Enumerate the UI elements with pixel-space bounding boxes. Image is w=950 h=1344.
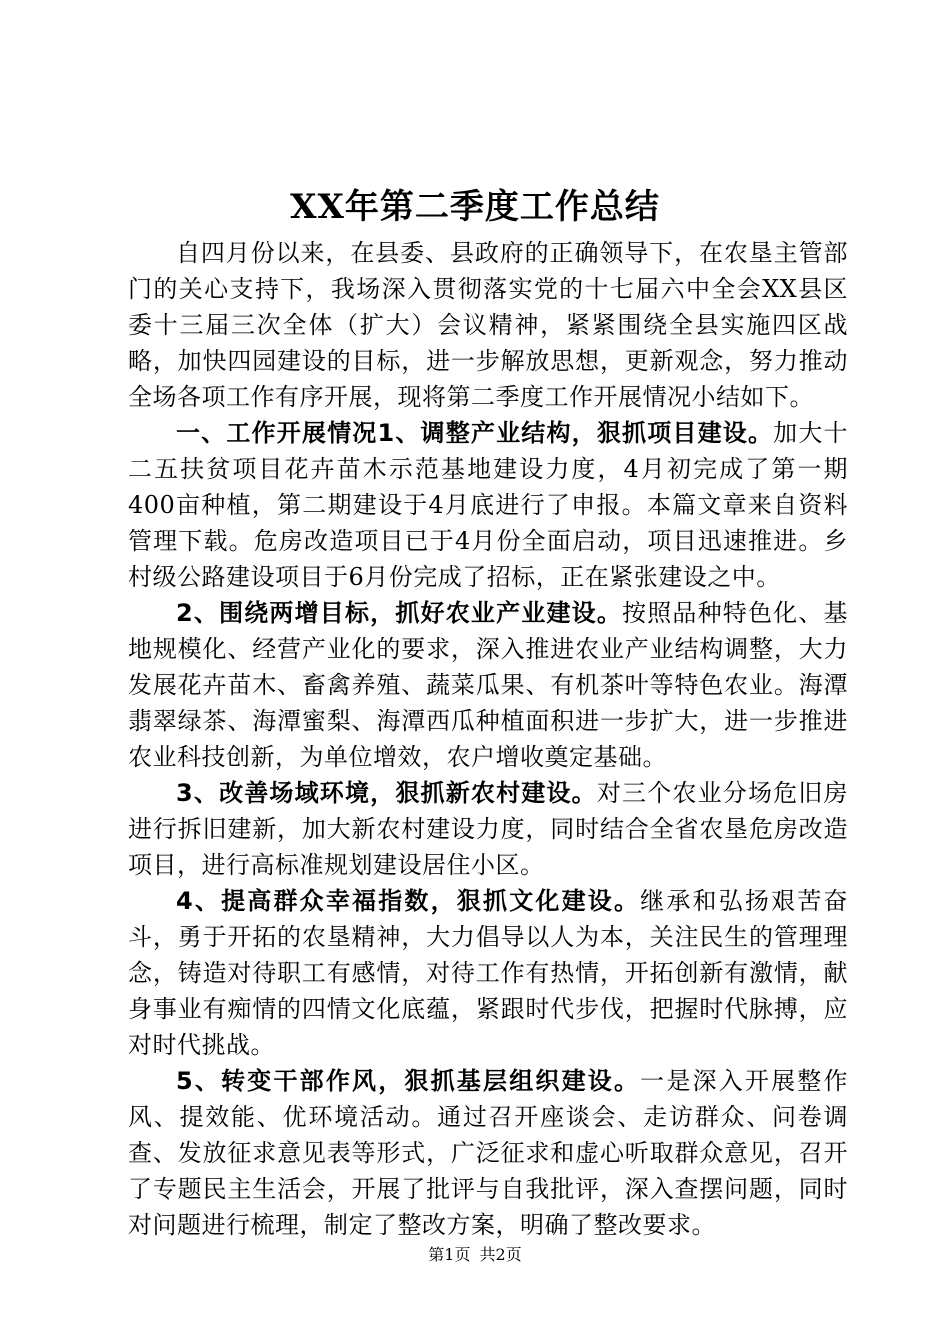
page-footer <box>0 1244 950 1266</box>
document-body <box>128 235 848 1243</box>
paragraph-section-2 <box>128 595 848 775</box>
paragraph-text: 继承和弘扬艰苦奋斗，勇于开拓的农垦精神，大力倡导以人为本，关注民生的管理理念，铸造对待职工有感情，对待工作有热情，开拓创新有激情，献身事业有痴情的四情文化底蕴，紧跟时代步伐，把握时代脉搏，应对时代挑战。 <box>128 887 848 1059</box>
paragraph-section-5 <box>128 1063 848 1243</box>
paragraph-text: 加大十二五扶贫项目花卉苗木示范基地建设力度，4月初完成了第一期400亩种植，第二期建设于4月底进行了申报。本篇文章来自资料管理下载。危房改造项目已于4月份全面启动，项目迅速推进。乡村级公路建设项目于6月份完成了招标，正在紧张建设之中。 <box>128 419 849 591</box>
paragraph-lead: 4、提高群众幸福指数，狠抓文化建设。 <box>176 887 641 915</box>
paragraph-text: 按照品种特色化、基地规模化、经营产业化的要求，深入推进农业产业结构调整，大力发展花卉苗木、畜禽养殖、蔬菜瓜果、有机茶叶等特色农业。海潭翡翠绿茶、海潭蜜梨、海潭西瓜种植面积进一步扩大，进一步推进农业科技创新，为单位增效，农户增收奠定基础。 <box>128 599 849 771</box>
paragraph-lead: 一、工作开展情况1、调整产业结构，狠抓项目建设。 <box>176 419 774 447</box>
paragraph-text: 对三个农业分场危旧房进行拆旧建新，加大新农村建设力度，同时结合全省农垦危房改造项目，进行高标准规划建设居住小区。 <box>128 779 849 879</box>
paragraph-section-1 <box>128 415 848 595</box>
paragraph-lead: 5、转变干部作风，狠抓基层组织建设。 <box>176 1067 641 1095</box>
paragraph-text: 一是深入开展整作风、提效能、优环境活动。通过召开座谈会、走访群众、问卷调查、发放征求意见表等形式，广泛征求和虚心听取群众意见，召开了专题民主生活会，开展了批评与自我批评，深入查摆问题，同时对问题进行梳理，制定了整改方案，明确了整改要求。 <box>128 1067 848 1239</box>
paragraph-section-3 <box>128 775 848 883</box>
paragraph-lead: 2、围绕两增目标，抓好农业产业建设。 <box>176 599 623 627</box>
paragraph-text: 自四月份以来，在县委、县政府的正确领导下，在农垦主管部门的关心支持下，我场深入贯彻落实党的十七届六中全会XX县区委十三届三次全体（扩大）会议精神，紧紧围绕全县实施四区战略，加快四园建设的目标，进一步解放思想，更新观念，努力推动全场各项工作有序开展，现将第二季度工作开展情况小结如下。 <box>128 239 848 411</box>
paragraph-section-4 <box>128 883 848 1063</box>
page-number-current: 第1页 <box>428 1245 471 1264</box>
paragraph-intro <box>128 235 848 415</box>
document-title: XX年第二季度工作总结 <box>290 187 660 227</box>
paragraph-lead: 3、改善场域环境，狠抓新农村建设。 <box>176 779 597 807</box>
page-number-total: 共2页 <box>479 1245 522 1264</box>
